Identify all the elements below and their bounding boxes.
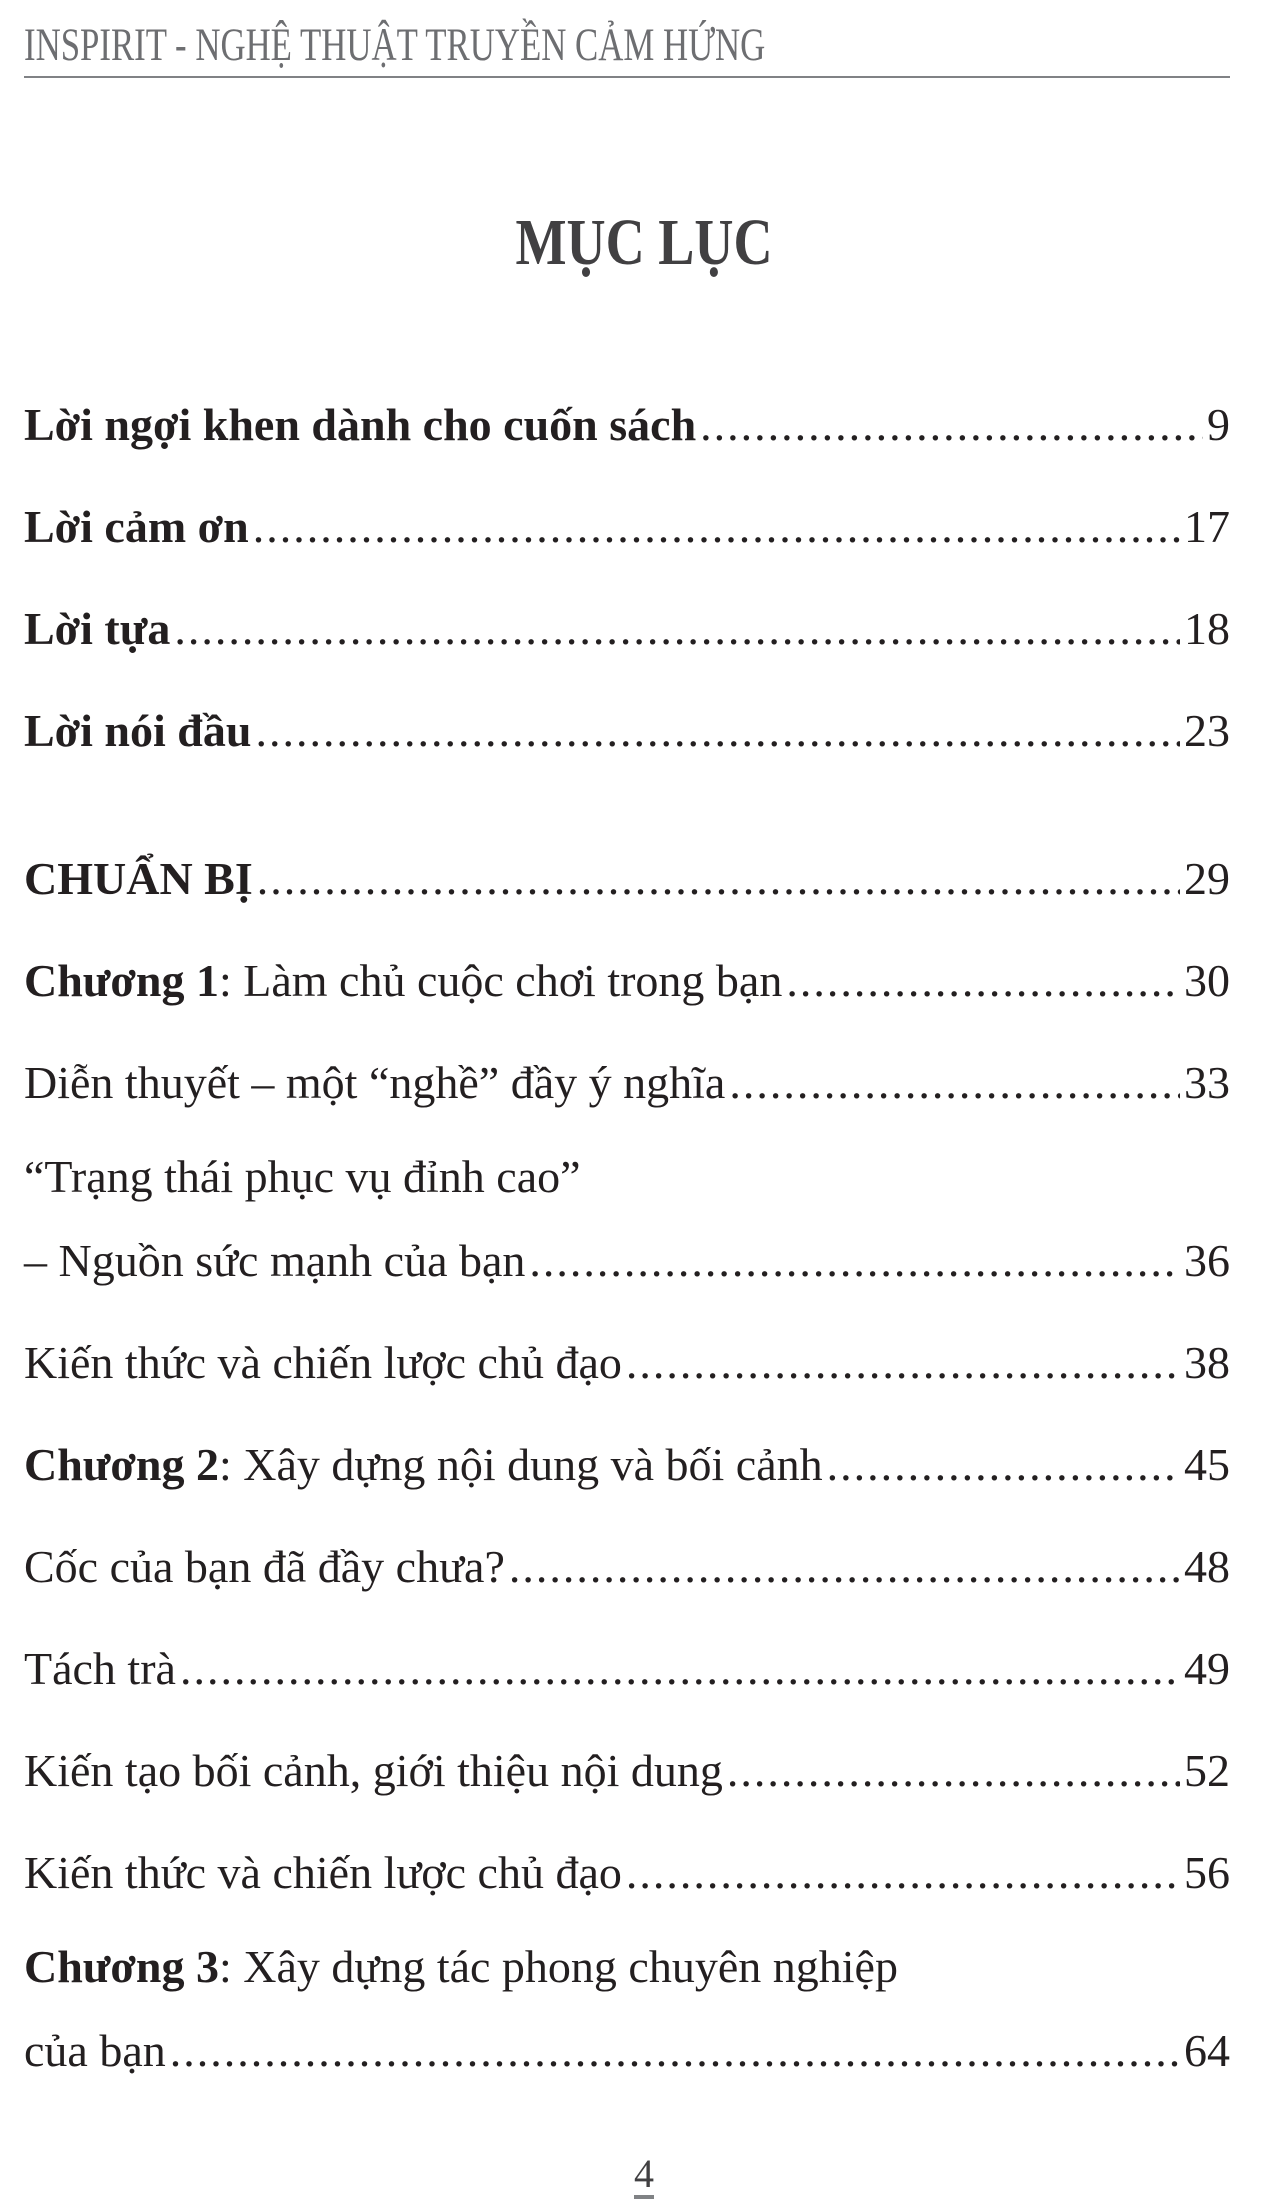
toc-entry-title: Tách trà (24, 1643, 176, 1694)
dot-leader (700, 398, 1203, 451)
toc-entry-page: 52 (1184, 1745, 1230, 1796)
toc-entry-knowledge-2[interactable] (24, 1846, 1230, 1906)
toc-entry-title: Lời ngợi khen dành cho cuốn sách (24, 399, 697, 450)
dot-leader (180, 1642, 1180, 1695)
dot-leader (727, 1744, 1180, 1797)
toc-entry-cup[interactable] (24, 1540, 1230, 1600)
page-number (0, 2150, 1288, 2197)
toc-entry-page: 23 (1184, 705, 1230, 756)
toc-entry-praise[interactable] (24, 398, 1230, 458)
dot-leader (827, 1438, 1180, 1491)
chapter-label: Chương 3 (24, 1941, 219, 1992)
toc-entry-peak-state[interactable] (24, 1234, 1230, 1294)
page-title: MỤC LỤC (515, 206, 773, 279)
toc-entry-page: 48 (1184, 1541, 1230, 1592)
toc-entry-title: Lời cảm ơn (24, 501, 249, 552)
toc-entry-title: Diễn thuyết – một “nghề” đầy ý nghĩa (24, 1057, 726, 1108)
toc-entry-knowledge-1[interactable] (24, 1336, 1230, 1396)
toc-entry-page: 18 (1184, 603, 1230, 654)
dot-leader (509, 1540, 1180, 1593)
toc-entry-part-prepare[interactable] (24, 852, 1230, 912)
toc-entry-page: 29 (1184, 853, 1230, 904)
toc-entry-title (24, 954, 782, 1007)
chapter-label: Chương 2 (24, 1439, 219, 1490)
toc-entry-title: Kiến thức và chiến lược chủ đạo (24, 1847, 622, 1898)
dot-leader (729, 1056, 1180, 1109)
toc-entry-title: của bạn (24, 2025, 166, 2076)
dot-leader (786, 954, 1180, 1007)
toc-entry-thanks[interactable] (24, 500, 1230, 560)
dot-leader (174, 602, 1180, 655)
toc-entry-page: 33 (1184, 1057, 1230, 1108)
toc-entry-title (24, 1438, 823, 1491)
toc-entry-page: 38 (1184, 1337, 1230, 1388)
toc-entry-title: Kiến thức và chiến lược chủ đạo (24, 1337, 622, 1388)
toc-entry-preface[interactable] (24, 704, 1230, 764)
toc-entry-title: – Nguồn sức mạnh của bạn (24, 1235, 526, 1286)
toc-entry-page: 49 (1184, 1643, 1230, 1694)
toc-entry-peak-state-line1: “Trạng thái phục vụ đỉnh cao” (24, 1151, 581, 1202)
toc-entry-chapter-3-line1 (24, 1940, 898, 1993)
dot-leader (529, 1234, 1180, 1287)
toc-entry-chapter-1[interactable] (24, 954, 1230, 1014)
dot-leader (255, 704, 1180, 757)
dot-leader (626, 1846, 1180, 1899)
toc-entry-page: 9 (1207, 399, 1230, 450)
toc-entry-title: Cốc của bạn đã đầy chưa? (24, 1541, 505, 1592)
toc-entry-page: 56 (1184, 1847, 1230, 1898)
toc-entry-page: 64 (1184, 2025, 1230, 2076)
toc-entry-title: Lời tựa (24, 603, 171, 654)
dot-leader (170, 2024, 1180, 2077)
chapter-title: : Làm chủ cuộc chơi trong bạn (218, 955, 783, 1006)
toc-entry-chapter-2[interactable] (24, 1438, 1230, 1498)
running-head: INSPIRIT - NGHỆ THUẬT TRUYỀN CẢM HỨNG (24, 19, 766, 71)
toc-entry-title: Kiến tạo bối cảnh, giới thiệu nội dung (24, 1745, 723, 1796)
toc-entry-page: 30 (1184, 955, 1230, 1006)
chapter-title: : Xây dựng tác phong chuyên nghiệp (218, 1941, 898, 1992)
chapter-label: Chương 1 (24, 955, 219, 1006)
toc-entry-page: 45 (1184, 1439, 1230, 1490)
toc-entry-tea[interactable] (24, 1642, 1230, 1702)
toc-entry-foreword[interactable] (24, 602, 1230, 662)
dot-leader (253, 500, 1180, 553)
dot-leader (626, 1336, 1180, 1389)
header-rule (24, 76, 1230, 78)
toc-entry-page: 17 (1184, 501, 1230, 552)
dot-leader (257, 852, 1180, 905)
page-number-text: 4 (634, 2151, 654, 2196)
toc-entry-title: Lời nói đầu (24, 705, 252, 756)
toc-entry-title: CHUẨN BỊ (24, 853, 253, 904)
chapter-title: : Xây dựng nội dung và bối cảnh (218, 1439, 823, 1490)
toc-entry-chapter-3[interactable] (24, 2024, 1230, 2084)
toc-entry-page: 36 (1184, 1235, 1230, 1286)
toc-entry-context[interactable] (24, 1744, 1230, 1804)
toc-entry-speaking[interactable] (24, 1056, 1230, 1116)
